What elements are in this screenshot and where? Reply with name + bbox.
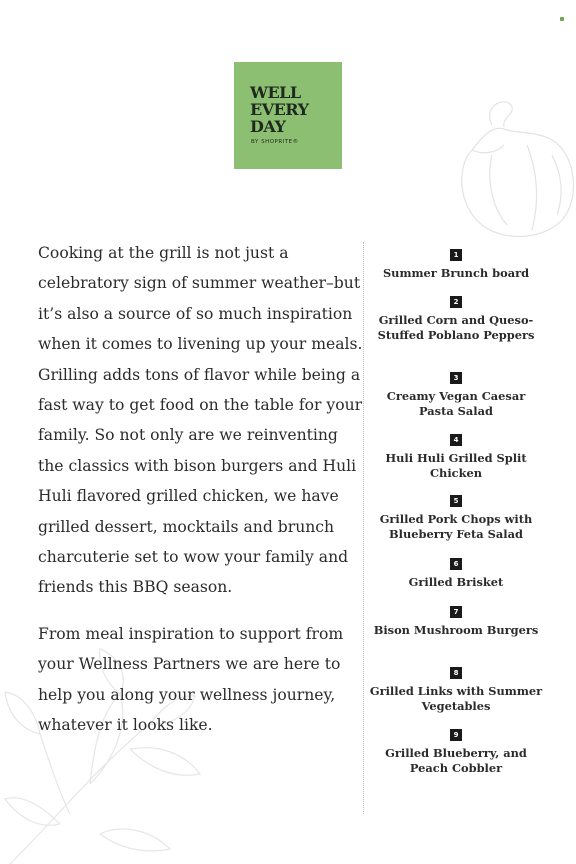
pepper-illustration xyxy=(452,95,576,245)
recipe-title: Grilled Pork Chops with Blueberry Feta Salad xyxy=(379,512,533,542)
recipe-number-badge: 8 xyxy=(450,667,462,679)
recipe-number-badge: 5 xyxy=(450,495,462,507)
recipe-item-4[interactable] xyxy=(368,427,544,481)
recipe-title: Grilled Brisket xyxy=(408,575,504,589)
corner-mark xyxy=(560,17,564,21)
recipe-item-5[interactable] xyxy=(368,488,544,542)
recipe-title: Grilled Corn and Queso-Stuffed Poblano Peppers xyxy=(377,313,535,343)
recipe-item-2[interactable] xyxy=(368,289,544,343)
recipe-number-badge: 7 xyxy=(450,606,462,618)
recipe-item-7[interactable] xyxy=(368,599,544,638)
intro-paragraph-2: From meal inspiration to support from your Wellness Partners we are here to help you along your wellness journey, whatever it looks like. xyxy=(38,624,344,735)
logo-line-3: DAY xyxy=(250,117,286,136)
column-divider xyxy=(363,242,364,814)
logo-line-2: EVERY xyxy=(250,100,309,119)
recipe-number-badge: 6 xyxy=(450,558,462,570)
recipe-item-1[interactable] xyxy=(368,242,544,281)
recipe-title: Creamy Vegan Caesar Pasta Salad xyxy=(386,389,526,419)
recipe-number-badge: 3 xyxy=(450,372,462,384)
intro-text xyxy=(38,238,366,741)
logo-line-1: WELL xyxy=(250,83,301,102)
recipe-item-8[interactable] xyxy=(368,660,544,714)
logo-wordmark xyxy=(250,84,309,135)
recipe-title: Grilled Blueberry, and Peach Cobbler xyxy=(385,746,527,776)
recipe-title: Huli Huli Grilled Split Chicken xyxy=(385,451,527,481)
recipe-title: Bison Mushroom Burgers xyxy=(373,623,539,637)
intro-paragraph-1: Cooking at the grill is not just a celebratory sign of summer weather–but it’s also a source of so much inspiration when it comes to livening up your meals. Grilling adds tons of flavor while being a fast way to get food on the table for your family. So not only are we reinventing the classics with bison burgers and Huli Huli flavored grilled chicken, we have grilled dessert, mocktails and brunch charcuterie set to wow your family and friends this BBQ season. xyxy=(38,244,363,597)
recipe-number-badge: 9 xyxy=(450,729,462,741)
recipe-item-6[interactable] xyxy=(368,551,544,590)
recipe-number-badge: 4 xyxy=(450,434,462,446)
recipe-number-badge: 2 xyxy=(450,296,462,308)
recipe-item-3[interactable] xyxy=(368,365,544,419)
recipe-item-9[interactable] xyxy=(368,722,544,776)
logo-byline: BY SHOPRITE® xyxy=(251,139,299,145)
well-every-day-logo xyxy=(234,62,342,169)
recipe-title: Summer Brunch board xyxy=(382,266,530,280)
recipe-title: Grilled Links with Summer Vegetables xyxy=(369,684,543,714)
recipe-number-badge: 1 xyxy=(450,249,462,261)
